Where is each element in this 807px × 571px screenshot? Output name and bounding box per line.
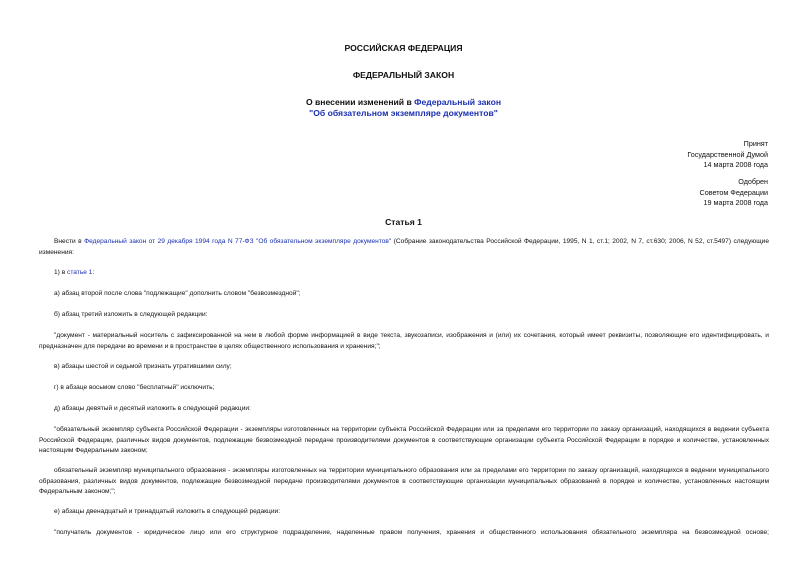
approved-label: Одобрен: [738, 177, 768, 186]
adopted-by: Государственной Думой: [687, 149, 768, 159]
subitem-b: б) абзац третий изложить в следующей редакции:: [54, 311, 208, 318]
subitem-d-text-1: "обязательный экземпляр субъекта Российской Федерации - экземпляры изготовленных на территории субъекта Российской Федерации или за пределами его территории по заказу организаций, находящихся в ведении субъекта Российской Федерации, различных видов документов, подлежащие безвозмездной передаче производителями документов в соответствующие организации субъекта Российской Федерации в порядке и количестве, установленных настоящим Федеральным законом;: [39, 426, 769, 455]
subitem-d-text-2: обязательный экземпляр муниципального образования - экземпляры изготовленных на территории муниципального образования или за пределами его территории по заказу организаций, находящихся в ведении муниципального образования, различных видов документов, подлежащие безвозмездной передаче производителями документов в соответствующие организации муниципальных образований в порядке и количестве, установленных настоящим Федеральным законом;";: [39, 467, 769, 496]
adopted-label: Принят: [743, 139, 768, 148]
subitem-g: г) в абзаце восьмом слово "бесплатный" исключить;: [54, 384, 215, 391]
document-title-line2[interactable]: "Об обязательном экземпляре документов": [309, 108, 498, 118]
subitem-d: д) абзацы девятый и десятый изложить в следующей редакции:: [54, 405, 251, 412]
intro-prefix: Внести в: [54, 238, 85, 245]
adoption-block: [687, 139, 768, 171]
item-1: [39, 268, 769, 279]
subitem-e: е) абзацы двенадцатый и тринадцатый изложить в следующей редакции:: [54, 508, 281, 515]
title-law-link[interactable]: Федеральный закон: [414, 97, 502, 107]
adopted-date: 14 марта 2008 года: [703, 160, 768, 169]
approval-block: [700, 177, 768, 209]
article-heading: Статья 1: [385, 217, 422, 227]
article-1-link[interactable]: статье 1: [67, 269, 93, 276]
subitem-b-text: "документ - материальный носитель с зафиксированной на нем в любой форме информацией в виде текста, звукозаписи, изображения и (или) их сочетания, который имеет реквизиты, позволяющие его идентифицировать, и предназначен для передачи во времени и в пространстве в целях общественного использования и хранения;";: [39, 332, 769, 350]
article-intro: [39, 237, 769, 258]
subitem-e-text: "получатель документов - юридическое лицо или его структурное подразделение, наделенные правом получения, хранения и общественного использования обязательного экземпляра на безвозмездной основе;: [54, 529, 769, 536]
country-heading: РОССИЙСКАЯ ФЕДЕРАЦИЯ: [344, 43, 463, 53]
document-type-heading: ФЕДЕРАЛЬНЫЙ ЗАКОН: [352, 70, 455, 80]
intro-suffix: (Собрание законодательства Российской Федерации, 1995, N 1, ст.1; 2002, N 7, ст.630; 2006, N 52, ст.5497) следующие изменения:: [39, 238, 770, 256]
item1-prefix: 1) в: [54, 269, 68, 276]
subitem-v: в) абзацы шестой и седьмой признать утратившими силу;: [54, 363, 232, 370]
approved-by: Советом Федерации: [699, 187, 768, 197]
approved-date: 19 марта 2008 года: [703, 198, 768, 207]
item1-suffix: :: [92, 269, 95, 276]
subitem-a: а) абзац второй после слова "подлежащие" дополнить словом "безвозмездной";: [54, 290, 301, 297]
document-title: [0, 97, 807, 107]
intro-law-link[interactable]: Федеральный закон от 29 декабря 1994 года N 77-ФЗ "Об обязательном экземпляре документов": [84, 238, 392, 245]
title-prefix: О внесении изменений в: [305, 97, 415, 107]
